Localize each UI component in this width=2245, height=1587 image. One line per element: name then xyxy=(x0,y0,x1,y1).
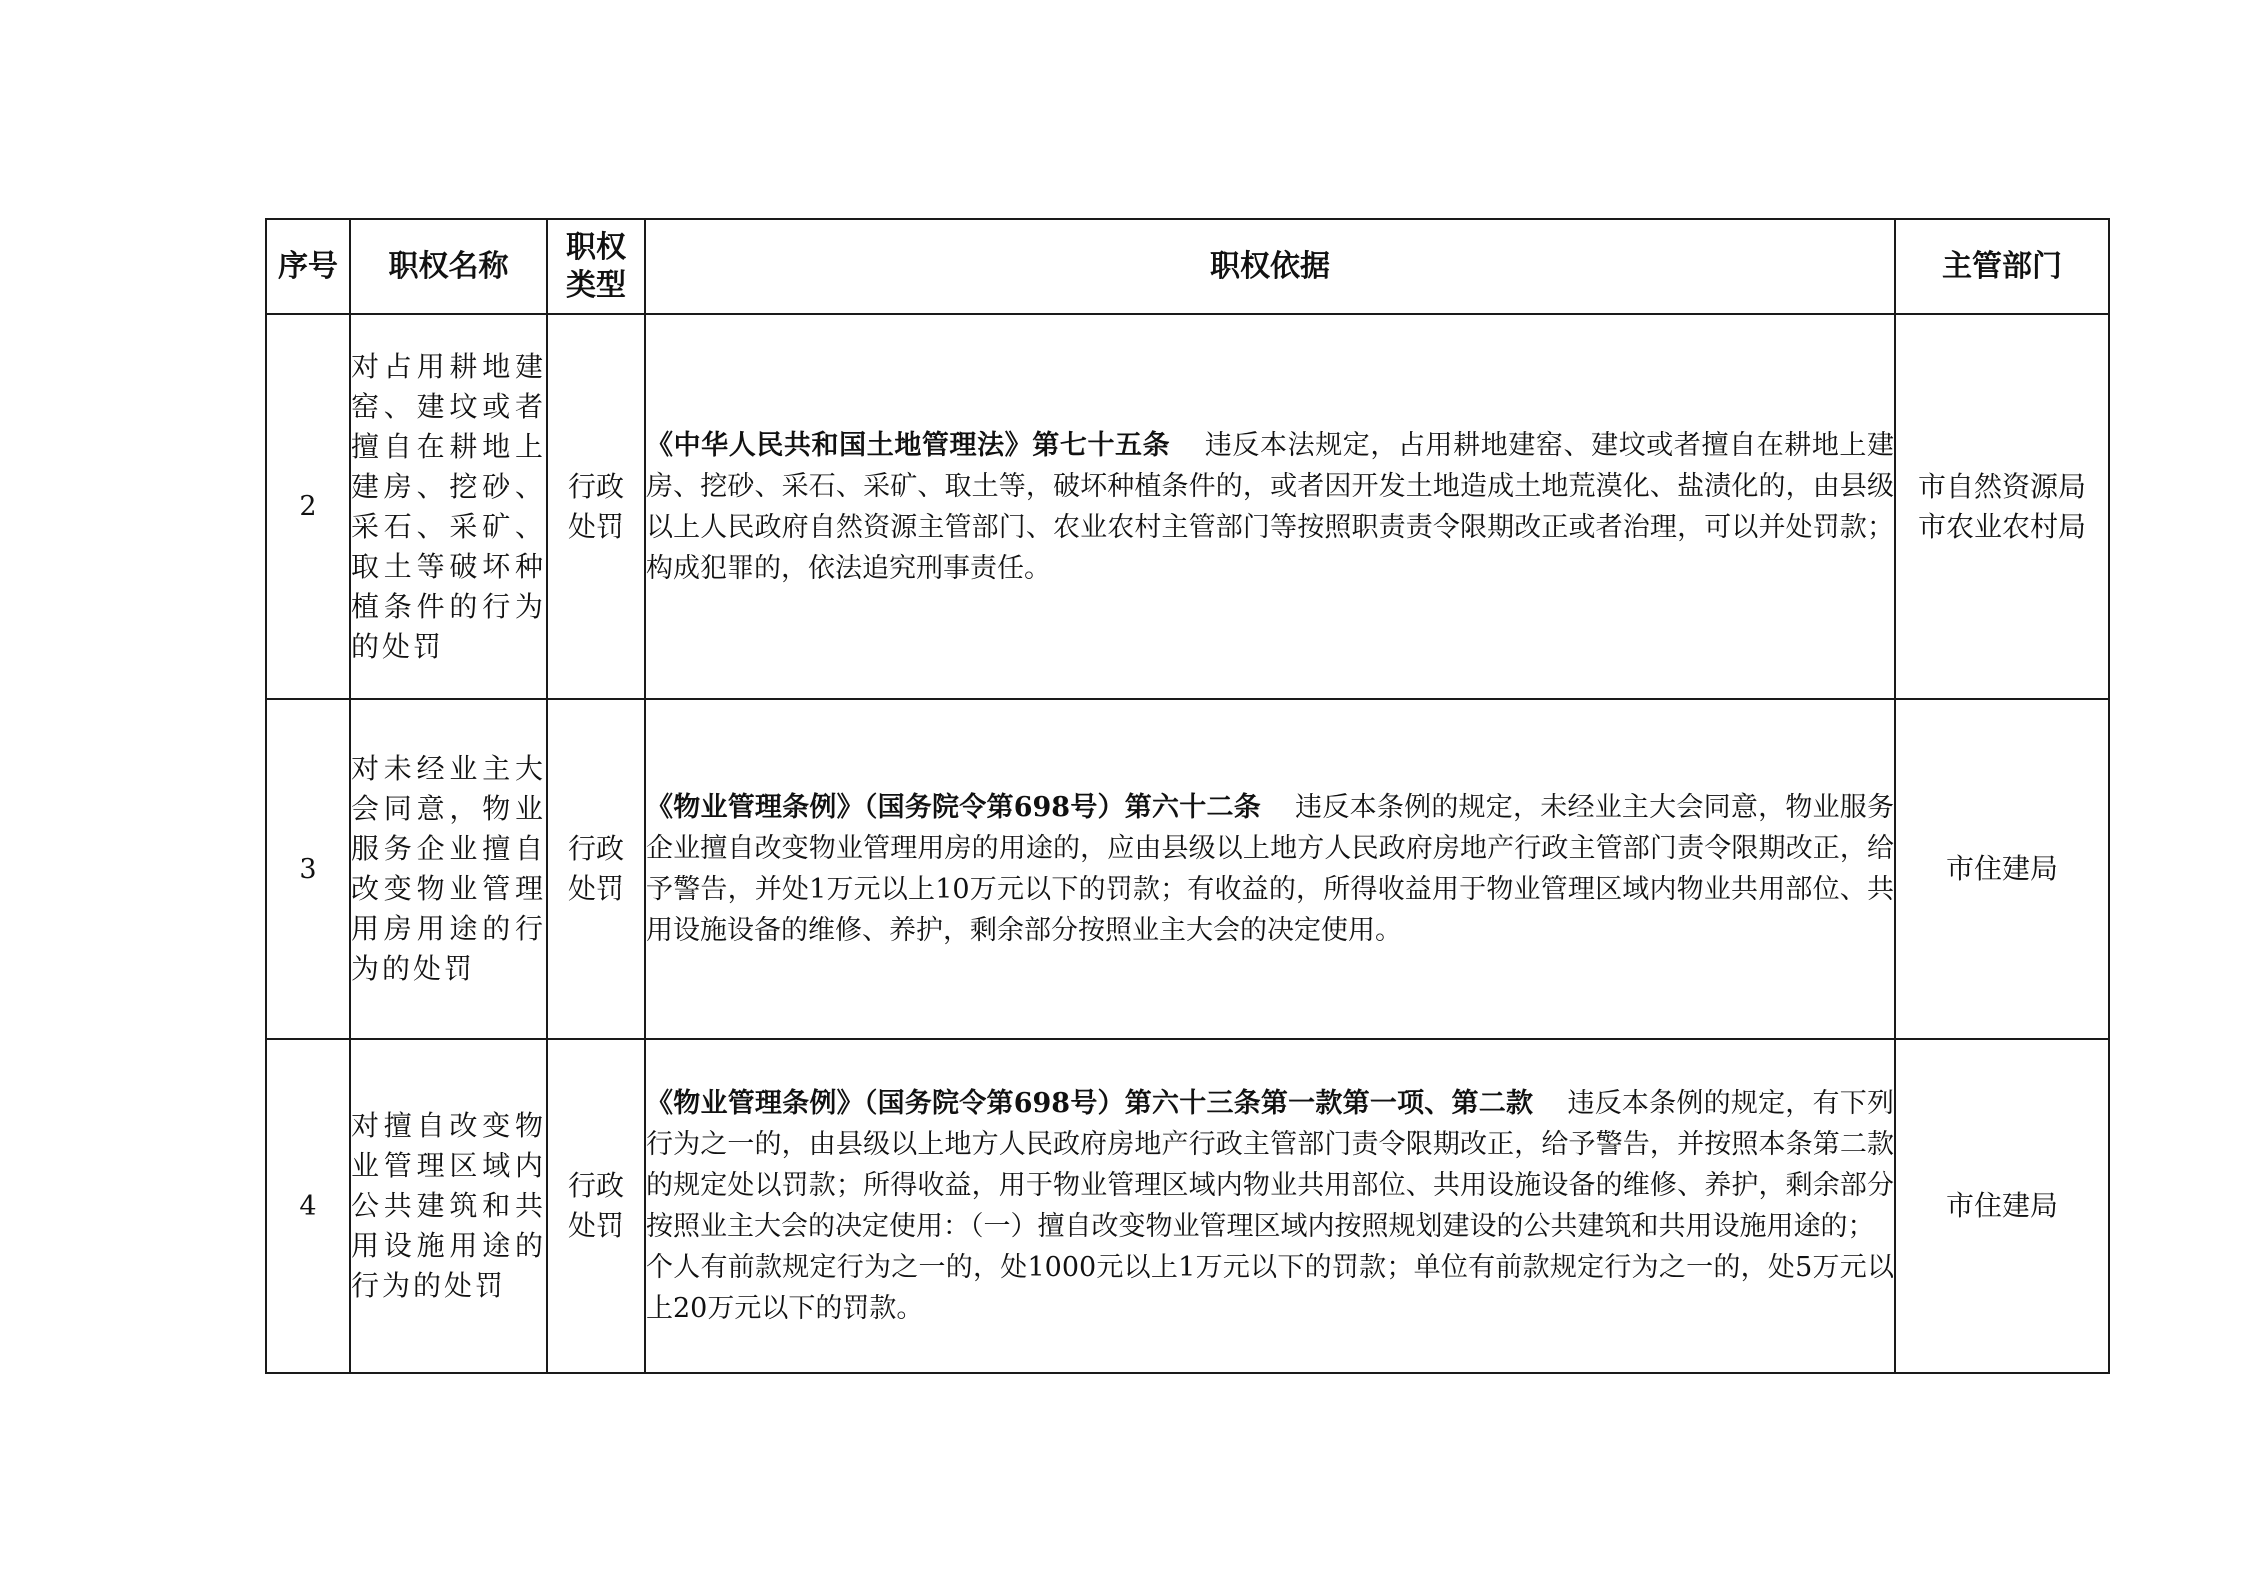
row-type-text: 行政 处罚 xyxy=(567,832,624,905)
row-name xyxy=(350,1039,547,1373)
table-row xyxy=(266,699,2109,1039)
table-header-row xyxy=(266,219,2109,314)
row-basis-text: 违反本法规定，占用耕地建窑、建坟或者擅自在耕地上建房、挖砂、采石、采矿、取土等，破坏种植条件的，或者因开发土地造成土地荒漠化、盐渍化的，由县级以上人民政府自然资源主管部门、农业农村主管部门等按照职责责令限期改正或者治理，可以并处罚款；构成犯罪的，依法追究刑事责任。 xyxy=(646,429,1895,584)
row-basis-text: 违反本条例的规定，未经业主大会同意，物业服务企业擅自改变物业管理用房的用途的，应由县级以上地方人民政府房地产行政主管部门责令限期改正，给予警告，并处1万元以上10万元以下的罚款；有收益的，所得收益用于物业管理区域内物业共用部位、共用设施设备的维修、养护，剩余部分按照业主大会的决定使用。 xyxy=(646,792,1895,946)
row-name xyxy=(350,314,547,699)
header-index: 序号 xyxy=(266,219,350,314)
row-basis-law: 《物业管理条例》（国务院令第698号）第六十三条第一款第一项、第二款 xyxy=(646,1088,1534,1119)
row-index: 2 xyxy=(266,314,350,699)
row-basis xyxy=(645,1039,1895,1373)
row-name xyxy=(350,699,547,1039)
row-basis xyxy=(645,314,1895,699)
header-type-text: 职权 类型 xyxy=(566,229,626,303)
row-name-text: 对擅自改变物业管理区域内公共建筑和共用设施用途的行为的处罚 xyxy=(351,1109,546,1302)
row-type-text: 行政 处罚 xyxy=(567,1169,624,1242)
row-type-text: 行政 处罚 xyxy=(567,469,624,543)
table-row xyxy=(266,1039,2109,1373)
powers-table xyxy=(265,218,2110,1374)
row-name-text: 对占用耕地建窑、建坟或者擅自在耕地上建房、挖砂、采石、采矿、取土等破坏种植条件的行为的处罚 xyxy=(351,349,546,663)
row-index: 4 xyxy=(266,1039,350,1373)
header-basis: 职权依据 xyxy=(645,219,1895,314)
row-dept-text: 市住建局 xyxy=(1945,1189,2058,1222)
row-basis-law: 《中华人民共和国土地管理法》第七十五条 xyxy=(646,429,1171,461)
header-name: 职权名称 xyxy=(350,219,547,314)
row-dept xyxy=(1895,314,2109,699)
row-index: 3 xyxy=(266,699,350,1039)
row-dept xyxy=(1895,699,2109,1039)
table-row xyxy=(266,314,2109,699)
header-dept: 主管部门 xyxy=(1895,219,2109,314)
row-name-text: 对未经业主大会同意，物业服务企业擅自改变物业管理用房用途的行为的处罚 xyxy=(351,752,546,985)
row-dept xyxy=(1895,1039,2109,1373)
row-basis-text-2: 个人有前款规定行为之一的，处1000元以上1万元以下的罚款；单位有前款规定行为之一的，处5万元以上20万元以下的罚款。 xyxy=(646,1252,1894,1324)
header-type xyxy=(547,219,645,314)
row-dept-text: 市自然资源局 市农业农村局 xyxy=(1917,469,2086,543)
row-type xyxy=(547,314,645,699)
row-type xyxy=(547,699,645,1039)
row-basis xyxy=(645,699,1895,1039)
row-basis-text: 违反本条例的规定，有下列行为之一的，由县级以上地方人民政府房地产行政主管部门责令限期改正，给予警告，并按照本条第二款的规定处以罚款；所得收益，用于物业管理区域内物业共用部位、共用设施设备的维修、养护，剩余部分按照业主大会的决定使用：（一）擅自改变物业管理区域内按照规划建设的公共建筑和共用设施用途的； xyxy=(646,1088,1894,1242)
row-dept-text: 市住建局 xyxy=(1945,852,2058,885)
row-basis-law: 《物业管理条例》（国务院令第698号）第六十二条 xyxy=(646,792,1261,823)
row-type xyxy=(547,1039,645,1373)
